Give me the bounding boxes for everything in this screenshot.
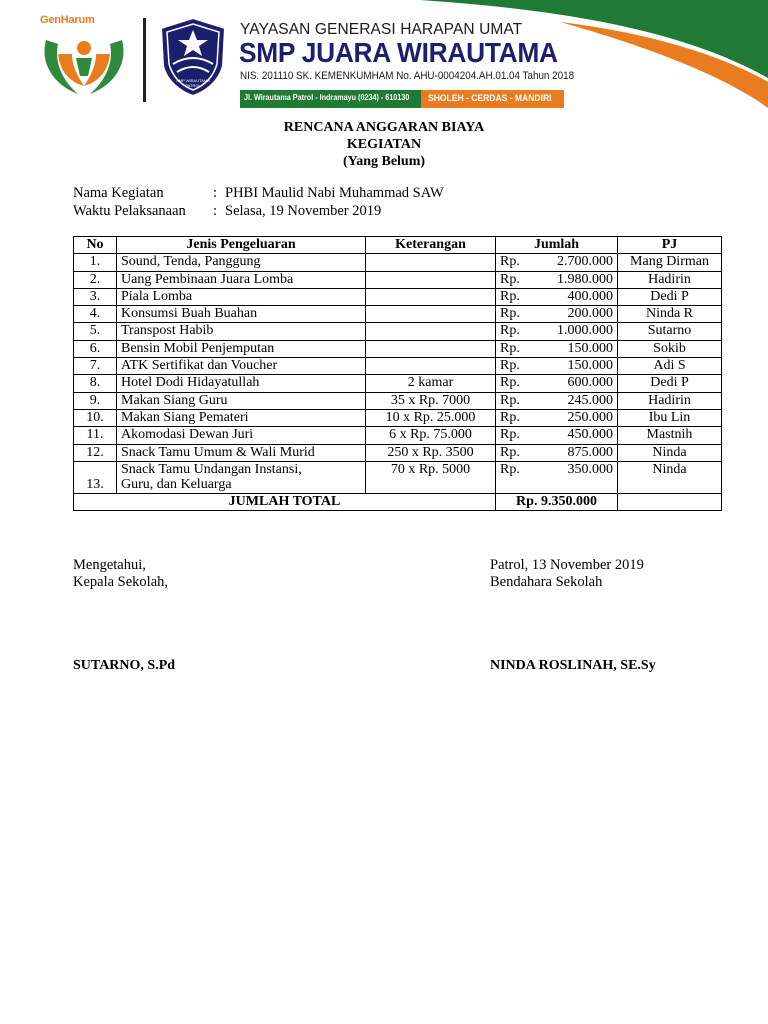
row-item: Bensin Mobil Penjemputan (117, 340, 366, 357)
colon: : (213, 185, 218, 201)
amount-value: 2.700.000 (557, 254, 613, 270)
row-note: 70 x Rp. 5000 (366, 461, 496, 493)
column-header-no: No (74, 237, 117, 254)
row-item: Konsumsi Buah Buahan (117, 306, 366, 323)
place-date: Patrol, 13 November 2019 (490, 557, 644, 573)
row-note: 6 x Rp. 75.000 (366, 427, 496, 444)
row-item: ATK Sertifikat dan Voucher (117, 358, 366, 375)
row-item: Piala Lomba (117, 288, 366, 305)
currency-label: Rp. (500, 427, 520, 443)
row-item (117, 461, 366, 493)
row-note: 250 x Rp. 3500 (366, 444, 496, 461)
row-amount (496, 427, 618, 444)
principal-name: SUTARNO, S.Pd (73, 658, 176, 673)
row-pj: Ninda (618, 461, 722, 493)
row-number: 9. (74, 392, 117, 409)
table-row (74, 323, 722, 340)
currency-label: Rp. (500, 340, 520, 356)
row-pj: Mang Dirman (618, 254, 722, 271)
left-signature-block (73, 557, 168, 591)
row-item: Transpost Habib (117, 323, 366, 340)
row-pj: Ninda (618, 444, 722, 461)
row-pj: Sutarno (618, 323, 722, 340)
total-label: JUMLAH TOTAL (74, 493, 496, 510)
table-row (74, 358, 722, 375)
row-amount (496, 254, 618, 271)
total-row (74, 493, 722, 510)
registration-number: NIS. 201110 SK. KEMENKUMHAM No. AHU-0004204.AH.01.04 Tahun 2018 (240, 70, 575, 82)
row-amount (496, 323, 618, 340)
amount-value: 400.000 (567, 288, 613, 304)
amount-value: 150.000 (567, 358, 613, 374)
total-value: Rp. 9.350.000 (496, 493, 618, 510)
row-item: Sound, Tenda, Panggung (117, 254, 366, 271)
row-amount (496, 288, 618, 305)
school-address: Jl. Wirautama Patrol - Indramayu (0234) - 610130 (244, 93, 410, 102)
row-number: 3. (74, 288, 117, 305)
foundation-name: YAYASAN GENERASI HARAPAN UMAT (240, 21, 523, 38)
document-status: (Yang Belum) (342, 154, 426, 169)
currency-label: Rp. (500, 323, 520, 339)
row-item-line: Guru, dan Keluarga (121, 477, 232, 493)
header-divider (143, 18, 146, 102)
activity-name-row (73, 185, 444, 203)
row-number: 2. (74, 271, 117, 288)
row-note: 10 x Rp. 25.000 (366, 409, 496, 426)
amount-value: 600.000 (567, 375, 613, 391)
row-item: Makan Siang Guru (117, 392, 366, 409)
row-amount (496, 271, 618, 288)
row-item: Uang Pembinaan Juara Lomba (117, 271, 366, 288)
row-number: 12. (74, 444, 117, 461)
row-number: 10. (74, 409, 117, 426)
currency-label: Rp. (500, 409, 520, 425)
table-row (74, 340, 722, 357)
currency-label: Rp. (500, 358, 520, 374)
row-pj: Ninda R (618, 306, 722, 323)
table-row (74, 306, 722, 323)
currency-label: Rp. (500, 254, 520, 270)
genharum-logo (38, 14, 130, 100)
acknowledged-label: Mengetahui, (73, 557, 146, 573)
row-amount (496, 409, 618, 426)
row-pj: Ibu Lin (618, 409, 722, 426)
budget-table (73, 236, 722, 511)
table-row (74, 288, 722, 305)
table-row (74, 271, 722, 288)
document-title: RENCANA ANGGARAN BIAYA (283, 120, 485, 135)
amount-value: 350.000 (567, 461, 613, 477)
currency-label: Rp. (500, 392, 520, 408)
row-note (366, 288, 496, 305)
row-note (366, 254, 496, 271)
row-amount (496, 392, 618, 409)
row-pj: Adi S (618, 358, 722, 375)
row-pj: Hadirin (618, 271, 722, 288)
row-item: Akomodasi Dewan Juri (117, 427, 366, 444)
row-number: 6. (74, 340, 117, 357)
amount-value: 200.000 (567, 306, 613, 322)
colon: : (213, 202, 218, 219)
activity-time-value: Selasa, 19 November 2019 (225, 202, 382, 219)
row-number: 11. (74, 427, 117, 444)
right-signature-block (490, 557, 644, 591)
letterhead (0, 0, 768, 110)
table-row (74, 461, 722, 493)
table-row (74, 375, 722, 392)
currency-label: Rp. (500, 375, 520, 391)
school-logo-text: SMP WIRAUTAMA PATROL (176, 78, 210, 88)
currency-label: Rp. (500, 444, 520, 460)
table-header-row (74, 237, 722, 254)
row-note (366, 358, 496, 375)
row-note (366, 271, 496, 288)
currency-label: Rp. (500, 461, 520, 477)
row-number: 8. (74, 375, 117, 392)
row-number: 7. (74, 358, 117, 375)
activity-time-label: Waktu Pelaksanaan (73, 202, 186, 219)
row-note: 35 x Rp. 7000 (366, 392, 496, 409)
amount-value: 1.980.000 (557, 271, 613, 287)
row-note (366, 306, 496, 323)
table-row (74, 409, 722, 426)
row-note: 2 kamar (366, 375, 496, 392)
amount-value: 450.000 (567, 427, 613, 443)
amount-value: 250.000 (567, 409, 613, 425)
row-amount (496, 461, 618, 493)
row-pj: Hadirin (618, 392, 722, 409)
column-header-item: Jenis Pengeluaran (117, 237, 366, 254)
activity-time-row (73, 203, 444, 221)
amount-value: 245.000 (567, 392, 613, 408)
row-amount (496, 358, 618, 375)
amount-value: 150.000 (567, 340, 613, 356)
column-header-note: Keterangan (366, 237, 496, 254)
row-number: 1. (74, 254, 117, 271)
row-amount (496, 340, 618, 357)
total-pj-empty (618, 493, 722, 510)
school-motto: SHOLEH - CERDAS - MANDIRI (428, 93, 552, 104)
amount-value: 875.000 (567, 444, 613, 460)
table-row (74, 392, 722, 409)
treasurer-title: Bendahara Sekolah (490, 574, 603, 590)
row-amount (496, 306, 618, 323)
currency-label: Rp. (500, 288, 520, 304)
row-pj: Dedi P (618, 375, 722, 392)
row-item-line: Snack Tamu Undangan Instansi, (121, 461, 302, 477)
document-subtitle: KEGIATAN (346, 137, 422, 152)
row-number: 5. (74, 323, 117, 340)
table-row (74, 444, 722, 461)
genharum-logo-text: GenHarum (40, 14, 95, 26)
row-item: Snack Tamu Umum & Wali Murid (117, 444, 366, 461)
school-name: SMP JUARA WIRAUTAMA (239, 37, 558, 68)
row-amount (496, 375, 618, 392)
row-number: 4. (74, 306, 117, 323)
column-header-amount: Jumlah (496, 237, 618, 254)
row-item: Hotel Dodi Hidayatullah (117, 375, 366, 392)
row-pj: Mastnih (618, 427, 722, 444)
activity-name-label: Nama Kegiatan (73, 185, 164, 201)
treasurer-name: NINDA ROSLINAH, SE.Sy (490, 658, 656, 673)
table-row (74, 254, 722, 271)
row-amount (496, 444, 618, 461)
amount-value: 1.000.000 (557, 323, 613, 339)
currency-label: Rp. (500, 271, 520, 287)
row-note (366, 340, 496, 357)
row-note (366, 323, 496, 340)
activity-name-value: PHBI Maulid Nabi Muhammad SAW (225, 185, 444, 201)
table-row (74, 427, 722, 444)
currency-label: Rp. (500, 306, 520, 322)
row-item: Makan Siang Pemateri (117, 409, 366, 426)
activity-info (73, 185, 444, 220)
row-pj: Sokib (618, 340, 722, 357)
row-pj: Dedi P (618, 288, 722, 305)
column-header-pj: PJ (618, 237, 722, 254)
principal-title: Kepala Sekolah, (73, 574, 169, 590)
row-number: 13. (74, 461, 117, 493)
